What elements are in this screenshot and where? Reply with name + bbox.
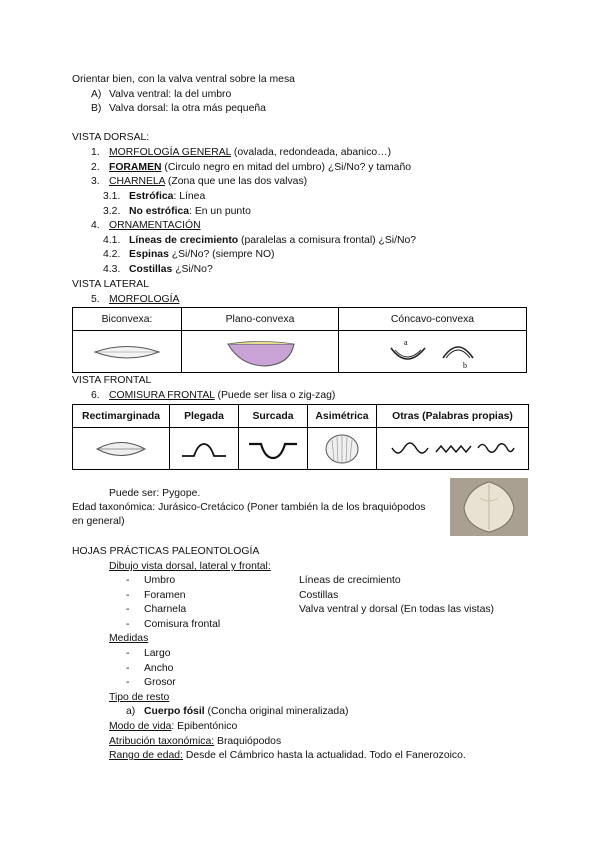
item1-title: MORFOLOGÍA GENERAL [109, 147, 232, 158]
atrib-value: Braquiópodos [214, 736, 282, 747]
rango-line [109, 749, 466, 762]
frontal-table [72, 404, 529, 470]
label-b: b [462, 360, 467, 370]
frontal-heading: VISTA FRONTAL [72, 375, 152, 386]
bullet-dash: - [126, 590, 130, 601]
plegada-cell [170, 428, 239, 470]
item31-desc: : Línea [173, 191, 206, 202]
item6-title: COMISURA FRONTAL [109, 390, 215, 401]
intro-b-text: Valva dorsal: la otra más pequeña [109, 103, 266, 114]
edad-text-line1: Edad taxonómica: Jurásico-Cretácico (Poner también la de los braquiópodos [72, 502, 426, 513]
biconvexa-shell-drawing [87, 337, 167, 367]
frontal-header-otras: Otras (Palabras propias) [377, 405, 529, 428]
item43 [129, 263, 213, 276]
item31-number: 3.1. [103, 191, 121, 202]
item42-desc: ¿Si/No? (siempre NO) [168, 249, 275, 260]
atrib-line [109, 735, 281, 748]
list-item-valvas: Valva ventral y dorsal (En todas las vistas) [299, 604, 495, 615]
surcada-cell [239, 428, 308, 470]
plano-convexa-shell-drawing [210, 335, 310, 369]
item6 [109, 389, 335, 402]
list-item-lineas: Líneas de crecimiento [299, 575, 401, 586]
item32 [129, 205, 251, 218]
item2-number: 2. [91, 162, 100, 173]
bullet-dash: - [126, 677, 130, 688]
tipo-desc: (Concha original mineralizada) [204, 706, 349, 717]
dorsal-heading: VISTA DORSAL: [72, 132, 150, 143]
edad-text-line2: en general) [72, 516, 125, 527]
lateral-header-plano: Plano-convexa [182, 308, 339, 331]
item2 [109, 161, 411, 174]
item3-number: 3. [91, 176, 100, 187]
item42 [129, 248, 275, 261]
tipo-label: Tipo de resto [109, 692, 170, 703]
item5-number: 5. [91, 294, 100, 305]
bullet-dash: - [126, 619, 130, 630]
item2-desc: (Circulo negro en mitad del umbro) ¿Si/No? y tamaño [161, 162, 412, 173]
modo-value: : Epibentónico [171, 721, 238, 732]
medidas-label: Medidas [109, 633, 149, 644]
concavo-convexa-cell [339, 331, 527, 373]
bullet-dash: - [126, 663, 130, 674]
brachiopod-photo [450, 478, 528, 536]
item31 [129, 190, 205, 203]
concavo-convexa-shell-drawing [383, 334, 483, 370]
lateral-heading: VISTA LATERAL [72, 279, 149, 290]
lateral-header-concavo: Cóncavo-convexa [339, 308, 527, 331]
bullet-dash: - [126, 604, 130, 615]
rango-value: Desde el Cámbrico hasta la actualidad. Todo el Fanerozoico. [182, 750, 466, 761]
rango-label: Rango de edad: [109, 750, 183, 761]
frontal-header-rectimarginada: Rectimarginada [73, 405, 170, 428]
item5-title: MORFOLOGÍA [109, 294, 180, 305]
item43-number: 4.3. [103, 264, 121, 275]
rectimarginada-drawing [91, 434, 151, 464]
list-item-umbro: Umbro [144, 575, 176, 586]
rectimarginada-cell [73, 428, 170, 470]
item4-title: ORNAMENTACIÓN [109, 220, 201, 231]
item1-desc: (ovalada, redondeada, abanico…) [231, 147, 392, 158]
item41-desc: (paralelas a comisura frontal) ¿Si/No? [238, 235, 417, 246]
item1 [109, 146, 391, 159]
list-item-comisura: Comisura frontal [144, 619, 221, 630]
item3 [109, 175, 307, 188]
item32-bold: No estrófica [129, 206, 190, 217]
item42-bold: Espinas [129, 249, 169, 260]
bullet-dash: - [126, 575, 130, 586]
atrib-label: Atribución taxonómica: [109, 736, 215, 747]
otras-line-drawings [388, 434, 518, 464]
item1-number: 1. [91, 147, 100, 158]
list-item-ancho: Ancho [144, 663, 174, 674]
list-item-grosor: Grosor [144, 677, 176, 688]
tipo-bold: Cuerpo fósil [144, 706, 205, 717]
intro-a-marker: A) [91, 89, 102, 100]
item6-number: 6. [91, 390, 100, 401]
pygope-text: Puede ser: Pygope. [109, 488, 201, 499]
item41 [129, 234, 416, 247]
item31-bold: Estrófica [129, 191, 174, 202]
list-item-charnela: Charnela [144, 604, 187, 615]
item42-number: 4.2. [103, 249, 121, 260]
modo-line [109, 720, 237, 733]
frontal-header-asimetrica: Asimétrica [308, 405, 377, 428]
item6-desc: (Puede ser lisa o zig-zag) [214, 390, 336, 401]
item41-number: 4.1. [103, 235, 121, 246]
item32-desc: : En un punto [189, 206, 251, 217]
asimetrica-shell-drawing [322, 432, 362, 466]
label-a: a [403, 337, 408, 347]
tipo-marker: a) [126, 706, 136, 717]
list-item-costillas: Costillas [299, 590, 339, 601]
frontal-header-surcada: Surcada [239, 405, 308, 428]
otras-cell [377, 428, 529, 470]
item41-bold: Líneas de crecimiento [129, 235, 239, 246]
lateral-table [72, 307, 527, 373]
item3-title: CHARNELA [109, 176, 166, 187]
item4-number: 4. [91, 220, 100, 231]
item43-desc: ¿Si/No? [172, 264, 213, 275]
tipo-item [144, 705, 348, 718]
dibujo-label: Dibujo vista dorsal, lateral y frontal: [109, 561, 271, 572]
frontal-header-plegada: Plegada [170, 405, 239, 428]
plegada-line-drawing [176, 434, 232, 464]
intro-a-text: Valva ventral: la del umbro [109, 89, 232, 100]
lateral-header-biconvexa: Biconvexa: [73, 308, 182, 331]
item43-bold: Costillas [129, 264, 173, 275]
intro-b-marker: B) [91, 103, 102, 114]
biconvexa-cell [73, 331, 182, 373]
plano-convexa-cell [182, 331, 339, 373]
list-item-largo: Largo [144, 648, 171, 659]
bullet-dash: - [126, 648, 130, 659]
item32-number: 3.2. [103, 206, 121, 217]
modo-label: Modo de vida [109, 721, 172, 732]
asimetrica-cell [308, 428, 377, 470]
item2-title: FORAMEN [109, 162, 162, 173]
list-item-foramen: Foramen [144, 590, 186, 601]
hojas-heading: HOJAS PRÁCTICAS PALEONTOLOGÍA [72, 546, 260, 557]
item3-desc: (Zona que une las dos valvas) [165, 176, 308, 187]
surcada-line-drawing [243, 434, 303, 464]
intro-line: Orientar bien, con la valva ventral sobre la mesa [72, 74, 295, 85]
